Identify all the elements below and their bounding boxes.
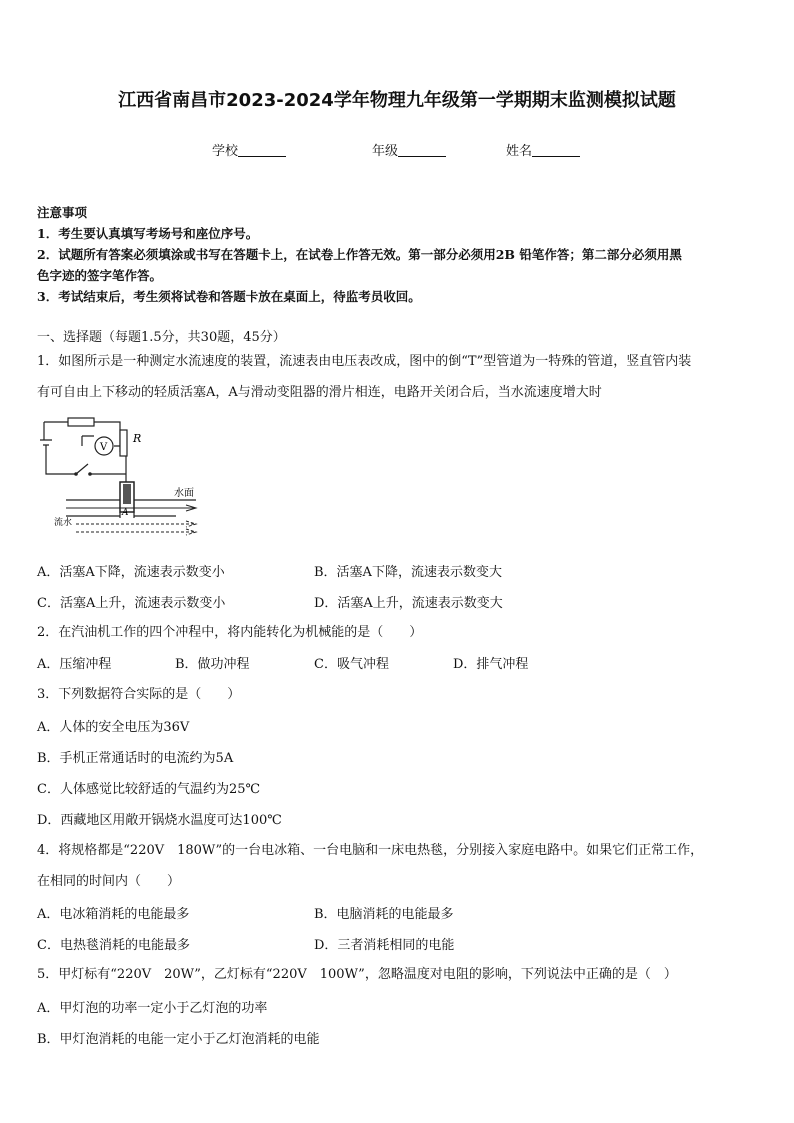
- question-2: [37, 617, 759, 648]
- rheostat-icon: [120, 430, 127, 456]
- option-c[interactable]: C．人体感觉比较舒适的气温约为25℃: [37, 782, 261, 797]
- piston-icon: [123, 484, 131, 504]
- note-line: 色字迹的签字笔作答。: [37, 268, 163, 283]
- question-text: 在相同的时间内（ ）: [37, 874, 181, 889]
- grade-blank[interactable]: [398, 143, 446, 157]
- option-d[interactable]: D．西藏地区用敞开锅烧水温度可达100℃: [37, 813, 282, 828]
- flow-meter-figure: [36, 412, 216, 542]
- option-b[interactable]: B．甲灯泡消耗的电能一定小于乙灯泡消耗的电能: [37, 1032, 320, 1047]
- name-field[interactable]: [506, 140, 580, 159]
- option-b[interactable]: B．活塞A下降，流速表示数变大: [314, 565, 502, 580]
- section-heading: 一、选择题（每题1.5分，共30题，45分）: [37, 330, 286, 345]
- rheostat-label: R: [133, 432, 142, 445]
- grade-field[interactable]: [372, 140, 446, 159]
- piston-label: A: [122, 508, 129, 518]
- question-text: 3．下列数据符合实际的是（ ）: [37, 687, 241, 702]
- note-line: 3．考试结束后，考生须将试卷和答题卡放在桌面上，待监考员收回。: [37, 289, 421, 304]
- option-b[interactable]: B．做功冲程: [175, 657, 250, 672]
- note-line: 1．考生要认真填写考场号和座位序号。: [37, 226, 259, 241]
- water-flow-label: 流水: [54, 518, 73, 528]
- school-field[interactable]: [212, 140, 286, 159]
- option-c[interactable]: C．活塞A上升，流速表示数变小: [37, 596, 226, 611]
- option-b[interactable]: B．手机正常通话时的电流约为5A: [37, 751, 234, 766]
- question-text: 4．将规格都是“220V 180W”的一台电冰箱、一台电脑和一床电热毯，分别接入家庭电路中。如果它们正常工作，: [37, 843, 704, 858]
- note-line: 2．试题所有答案必须填涂或书写在答题卡上，在试卷上作答无效。第一部分必须用2B 铅笔作答；第二部分必须用黑: [37, 247, 682, 262]
- question-text: 有可自由上下移动的轻质活塞A，A与滑动变阻器的滑片相连，电路开关闭合后，当水流速度增大时: [37, 385, 602, 400]
- notes-block: [37, 202, 759, 307]
- school-label: 学校: [212, 144, 239, 159]
- option-d[interactable]: D．三者消耗相同的电能: [314, 938, 455, 953]
- option-d[interactable]: D．活塞A上升，流速表示数变大: [314, 596, 503, 611]
- option-a[interactable]: A．甲灯泡的功率一定小于乙灯泡的功率: [37, 1001, 268, 1016]
- name-blank[interactable]: [532, 143, 580, 157]
- option-c[interactable]: C．电热毯消耗的电能最多: [37, 938, 190, 953]
- exam-title: 江西省南昌市2023-2024学年物理九年级第一学期期末监测模拟试题: [118, 90, 676, 111]
- water-surface-label: 水面: [174, 488, 194, 499]
- question-5: [37, 959, 759, 990]
- option-b[interactable]: B．电脑消耗的电能最多: [314, 907, 454, 922]
- grade-label: 年级: [372, 144, 399, 159]
- option-c[interactable]: C．吸气冲程: [314, 657, 389, 672]
- option-a[interactable]: A．压缩冲程: [37, 657, 112, 672]
- question-4: [37, 835, 759, 897]
- notes-heading: 注意事项: [37, 205, 88, 220]
- voltmeter-label: V: [100, 442, 108, 453]
- question-1: [37, 346, 759, 408]
- option-a[interactable]: A．人体的安全电压为36V: [37, 720, 190, 735]
- name-label: 姓名: [506, 144, 533, 159]
- option-a[interactable]: A．电冰箱消耗的电能最多: [37, 907, 190, 922]
- question-text: 5．甲灯标有“220V 20W”，乙灯标有“220V 100W”，忽略温度对电阻的影响，下列说法中正确的是（ ）: [37, 967, 677, 982]
- option-d[interactable]: D．排气冲程: [453, 657, 529, 672]
- school-blank[interactable]: [238, 143, 286, 157]
- question-3: [37, 679, 759, 710]
- option-a[interactable]: A．活塞A下降，流速表示数变小: [37, 565, 225, 580]
- question-text: 2．在汽油机工作的四个冲程中，将内能转化为机械能的是（ ）: [37, 625, 423, 640]
- question-text: 1．如图所示是一种测定水流速度的装置，流速表由电压表改成，图中的倒“T”型管道为一特殊的管道，竖直管内装: [37, 354, 692, 369]
